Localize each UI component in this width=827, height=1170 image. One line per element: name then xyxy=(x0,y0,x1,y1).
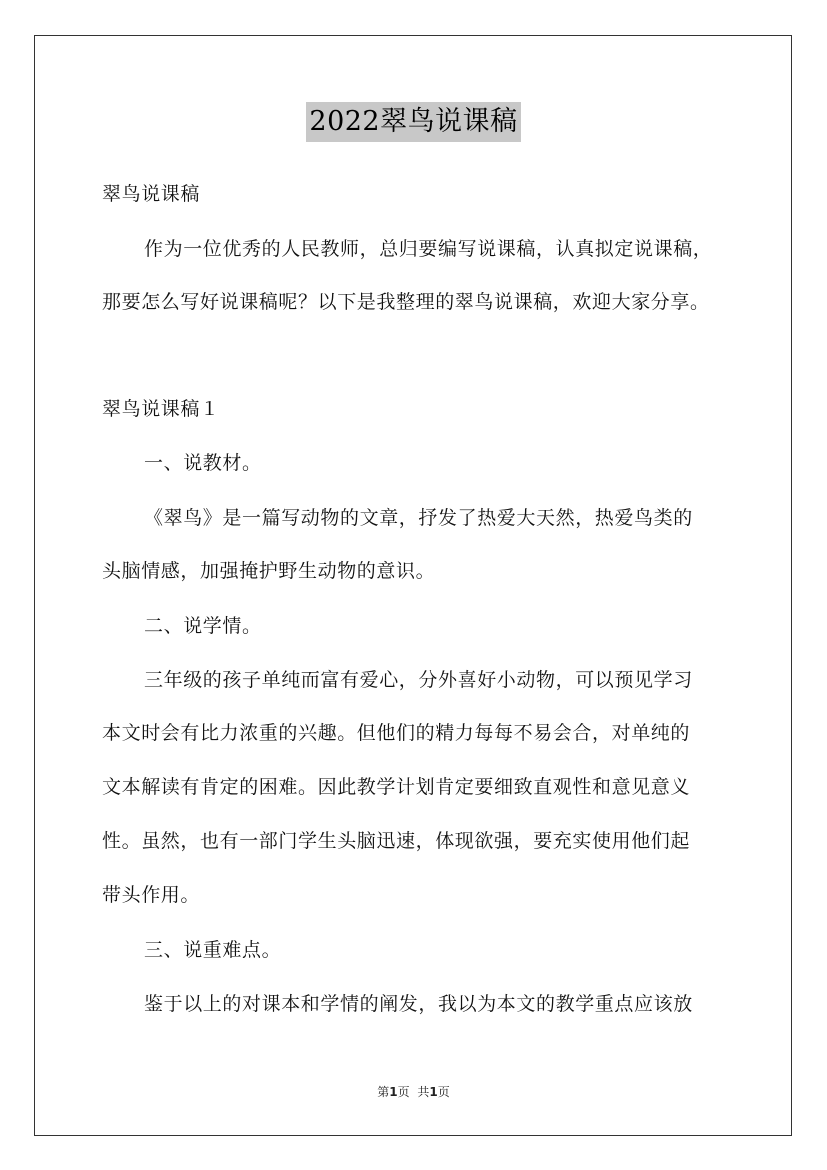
title-container xyxy=(0,102,827,142)
heading-teaching-material: 一、说教材。 xyxy=(144,452,262,474)
footer-page-prefix: 第 xyxy=(377,1085,390,1099)
footer-total-prefix: 共 xyxy=(417,1085,430,1099)
footer-page-suffix: 页 xyxy=(397,1085,410,1099)
paragraph-1-line-1: 《翠鸟》是一篇写动物的文章，抒发了热爱大天然，热爱鸟类的 xyxy=(144,507,693,529)
page-footer xyxy=(0,1084,827,1100)
paragraph-2-line-5: 带头作用。 xyxy=(102,884,201,906)
paragraph-1-line-2: 头脑情感，加强掩护野生动物的意识。 xyxy=(102,560,436,582)
section-title-1: 翠鸟说课稿１ xyxy=(102,398,220,420)
intro-line-1: 作为一位优秀的人民教师，总归要编写说课稿，认真拟定说课稿， xyxy=(144,238,713,260)
document-title: 2022翠鸟说课稿 xyxy=(306,102,520,142)
paragraph-2-line-2: 本文时会有比力浓重的兴趣。但他们的精力每每不易会合，对单纯的 xyxy=(102,722,691,744)
paragraph-2-line-1: 三年级的孩子单纯而富有爱心，分外喜好小动物，可以预见学习 xyxy=(144,669,693,691)
heading-learning-situation: 二、说学情。 xyxy=(144,615,262,637)
footer-page-number: 1 xyxy=(389,1085,398,1099)
heading-key-points: 三、说重难点。 xyxy=(144,939,282,961)
paragraph-2-line-4: 性。虽然，也有一部门学生头脑迅速，体现欲强，要充实使用他们起 xyxy=(102,830,691,852)
footer-total-suffix: 页 xyxy=(437,1085,450,1099)
intro-line-2: 那要怎么写好说课稿呢？以下是我整理的翠鸟说课稿，欢迎大家分享。 xyxy=(102,291,710,313)
paragraph-3-line-1: 鉴于以上的对课本和学情的阐发，我以为本文的教学重点应该放 xyxy=(144,993,693,1015)
footer-total-number: 1 xyxy=(429,1085,438,1099)
document-subtitle: 翠鸟说课稿 xyxy=(102,183,201,205)
paragraph-2-line-3: 文本解读有肯定的困难。因此教学计划肯定要细致直观性和意见意义 xyxy=(102,776,691,798)
